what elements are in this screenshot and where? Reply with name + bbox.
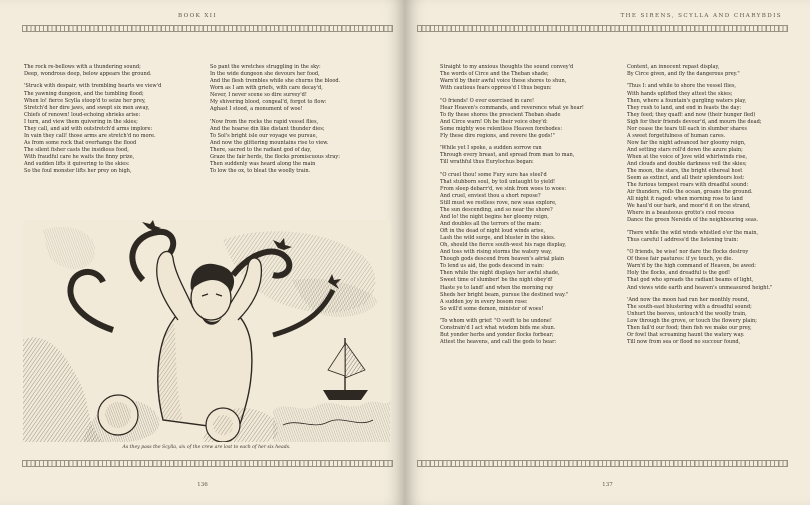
scylla-engraving (23, 220, 390, 442)
verse-line: A sweet forgetfulness of human cares. (627, 132, 726, 139)
verse-line: When lo! fierce Scylla stoop'd to seize her prey, (24, 97, 146, 104)
right-page (405, 0, 810, 505)
stanza (440, 318, 615, 346)
right-column-2 (627, 64, 799, 352)
verse-line: But yonder herbs and yonder flocks forbear; (440, 332, 554, 339)
left-page-header: BOOK XII (178, 13, 217, 19)
verse-line: They feed; they quaff: and now (their hunger fled) (627, 111, 756, 118)
verse-line: To low the ox, to bleat the woolly train. (210, 168, 311, 175)
verse-line: Then, where a fountain's gurgling waters play, (627, 97, 747, 104)
verse-line: Dance the green Nereids of the neighbouring seas. (627, 217, 759, 224)
verse-line: "O friends, be wise! nor dare the flocks destroy (627, 249, 749, 256)
verse-line: 'To whom with grief: "O swift to be undone! (440, 318, 552, 325)
verse-line: With cautious fears oppress'd I thus begun: (440, 85, 552, 92)
verse-line: 'Struck with despair, with trembling hearts we view'd (24, 83, 162, 90)
decorative-border-bottom (22, 460, 393, 467)
verse-line: With fraudful care he waits the finny prize, (24, 153, 135, 160)
verse-line: "O friends! O ever exercised in care! (440, 97, 535, 104)
verse-line: The sun descending, and so near the shore? (440, 207, 553, 214)
verse-line: I turn, and view them quivering in the skies; (24, 118, 138, 125)
verse-line: Content, an innocent repast display, (627, 64, 720, 70)
verse-line: Then fail'd our food; then fish we make our prey, (627, 325, 752, 332)
verse-line: Still must we restless rove, new seas explore, (440, 199, 557, 206)
verse-line: To lend us aid, the gods descend in vain: (440, 263, 544, 270)
verse-line: All night it raged: when morning rose to land (627, 196, 743, 203)
verse-line: Never, I never scene so dire survey'd! (210, 92, 307, 99)
stanza (627, 64, 799, 78)
verse-line: By Circe given, and fly the dangerous prey." (627, 71, 740, 78)
verse-line: Oh, should the fierce south-west his rage display, (440, 242, 566, 249)
stanza (440, 98, 615, 140)
verse-line: "O cruel thou! some Fury sure has steel'd (440, 171, 547, 178)
verse-line: To Sol's bright isle our voyage we pursue, (210, 132, 318, 139)
verse-line: Nor cease the tears till each in slumber shares (627, 125, 747, 132)
verse-line: Stretch'd her dire jaws, and swept six men away, (24, 104, 150, 111)
verse-line: Warn'd by their awful voice these shores to shun, (440, 78, 567, 85)
verse-line: And setting stars roll'd down the azure plain; (627, 146, 743, 153)
right-page-header: THE SIRENS, SCYLLA AND CHARYBDIS (620, 13, 782, 19)
verse-line: Aghast I stood, a monument of woe! (210, 106, 303, 113)
decorative-border-top (417, 25, 788, 32)
verse-line: Now far the night advanced her gloomy reign, (627, 139, 746, 146)
verse-line: Deep, wondrous deep, below appears the ground. (24, 71, 152, 78)
verse-line: Haste ye to land! and when the morning ray (440, 284, 554, 291)
verse-line: Till now from sea or flood no succour found, (627, 339, 741, 346)
verse-line: So the foul monster lifts her prey on high, (24, 168, 132, 175)
illustration-caption: As they pass the Scylla, six of the crew are lost to each of her six heads. (122, 445, 291, 450)
verse-line: A sudden joy in every bosom rose: (440, 298, 528, 305)
verse-line: Worn as I am with griefs, with care decay'd, (210, 85, 323, 92)
verse-line: Holy the flocks, and dreadful is the god! (627, 270, 730, 277)
verse-line: That god who spreads the radiant beams of light, (627, 277, 754, 284)
verse-line: 'While yet I spoke, a sudden sorrow ran (440, 145, 542, 152)
verse-line: Hear Heaven's commands, and reverence what ye hear! (440, 104, 584, 111)
verse-line: That stubborn soul, by toil untaught to yield! (440, 178, 556, 185)
verse-line: Thus careful I address'd the listening train: (627, 236, 739, 243)
verse-line: There, sacred to the radiant god of day, (210, 146, 312, 153)
right-page-number: 137 (602, 482, 613, 488)
decorative-border-top (22, 25, 393, 32)
verse-line: And now the glittering mountains rise to view. (210, 139, 329, 146)
verse-line: Unhurt the beeves, untouch'd the woolly train, (627, 311, 747, 318)
verse-line: The moon, the stars, the bright ethereal host (627, 168, 743, 175)
stanza (627, 230, 799, 244)
verse-line: Sweet time of slumber! be the night obey'd! (440, 277, 553, 284)
stanza (210, 119, 392, 175)
verse-line: And sudden lifts it quivering to the skies: (24, 161, 130, 167)
stanza (440, 64, 615, 92)
stanza (210, 64, 392, 113)
verse-line: Seem as extinct, and all their splendours lost: (627, 175, 745, 182)
verse-line: So pant the wretches struggling in the sky: (210, 64, 321, 70)
verse-line: 'Thus I: and while to shore the vessel flies, (627, 83, 737, 90)
verse-line: Chiefs of renown! loud-echoing shrieks arise: (24, 111, 141, 118)
verse-line: My shivering blood, congeal'd, forgot to flow: (210, 99, 327, 106)
stanza (627, 83, 799, 224)
verse-line: The silent fisher casts the insidious food, (24, 146, 129, 153)
verse-line: Straight to my anxious thoughts the sound convey'd (440, 64, 574, 70)
verse-line: And doubles all the terrors of the main: (440, 221, 542, 228)
verse-line: Of these fair pastures: if ye touch, ye die. (627, 256, 733, 263)
decorative-border-bottom (417, 460, 788, 467)
verse-line: Then while the night displays her awful shade, (440, 270, 560, 277)
verse-line: Though gods descend from heaven's aërial plain (440, 256, 564, 263)
stanza (627, 297, 799, 346)
verse-line: As from some rock that overhangs the flood (24, 139, 137, 146)
verse-line: And the flesh trembles while she churns the blood. (210, 78, 341, 85)
verse-line: In the wide dungeon she devours her food, (210, 71, 320, 78)
verse-line: Or fowl that screaming haunt the watery way. (627, 332, 745, 339)
verse-line: And the hoarse din like distant thunder dies; (210, 125, 325, 132)
verse-line: Then suddenly was heard along the main (210, 161, 316, 167)
verse-line: 'There while the wild winds whistled o'er the main, (627, 229, 759, 236)
stanza (24, 64, 202, 78)
stanza (627, 249, 799, 291)
verse-line: Lash the wild surge, and bluster in the skies. (440, 235, 556, 242)
verse-line: They rush to land, and end in feasts the day: (627, 104, 742, 111)
verse-line: We haul'd our bark, and moor'd it on the strand, (627, 203, 751, 210)
left-column-1 (24, 64, 202, 180)
verse-line: Till wrathful thus Eurylochus began: (440, 159, 534, 166)
stanza (24, 83, 202, 175)
verse-line: In vain they call! those arms are stretch'd no more. (24, 132, 156, 139)
verse-line: From sleep debarr'd, we sink from woes to woes: (440, 185, 567, 192)
left-page-number: 136 (197, 482, 208, 488)
verse-line: Low through the grove, or touch the flowery plain; (627, 318, 757, 325)
verse-line: So will'd some demon, minister of woes! (440, 305, 544, 312)
verse-line: Graze the fair herds, the flocks promiscuous stray: (210, 153, 340, 160)
verse-line: Constrain'd I act what wisdom bids me shun. (440, 325, 556, 332)
verse-line: With hands uplifted they attest the skies; (627, 90, 733, 97)
verse-line: And lo! the night begins her gloomy reign, (440, 214, 549, 221)
verse-line: Air thunders, rolls the ocean, groans the ground. (627, 189, 753, 196)
verse-line: Sigh for their friends devour'd, and mourn the dead; (627, 118, 762, 125)
verse-line: The rock re-bellows with a thundering sound; (24, 64, 141, 70)
verse-line: And cruel, enviest thou a short repose? (440, 192, 541, 199)
scylla-illustration (23, 220, 390, 442)
verse-line: 'Now from the rocks the rapid vessel flies, (210, 118, 319, 125)
verse-line: Warn'd by the high command of Heaven, be awed: (627, 263, 756, 270)
verse-line: To fly these shores the prescient Theban shade (440, 111, 561, 118)
verse-line: And Circe warn! Oh be their voice obey'd: (440, 118, 548, 125)
verse-line: The south-east blustering with a dreadful sound; (627, 304, 752, 311)
verse-line: They call, and aid with outstretch'd arms implore: (24, 125, 153, 132)
verse-line: Attest the heavens, and call the gods to hear: (440, 339, 557, 346)
stanza (440, 145, 615, 166)
stanza (440, 172, 615, 313)
verse-line: The words of Circe and the Theban shade; (440, 71, 549, 78)
verse-line: When at the voice of Jove wild whirlwinds rise, (627, 153, 748, 160)
verse-line: Oft in the dead of night loud winds arise, (440, 228, 546, 235)
verse-line: Through every breast, and spread from man to man, (440, 152, 575, 159)
verse-line: Where in a beauteous grotto's cool recess (627, 210, 735, 217)
right-column-1 (440, 64, 615, 352)
left-column-2 (210, 64, 392, 180)
verse-line: And views wide earth and heaven's unmeasured height." (627, 284, 773, 291)
verse-line: And clouds and double darkness veil the skies; (627, 161, 747, 167)
verse-line: Fly these dire regions, and revere the gods!" (440, 132, 555, 139)
verse-line: 'And now the moon had run her monthly round, (627, 296, 749, 303)
verse-line: Some mighty woe relentless Heaven forebodes: (440, 125, 563, 132)
verse-line: Sheds her bright beam, pursue the destined way." (440, 291, 569, 298)
verse-line: The furious tempest roars with dreadful sound: (627, 182, 749, 189)
verse-line: And toss with rising storms the watery way, (440, 249, 552, 256)
verse-line: The yawning dungeon, and the tumbling flood; (24, 90, 144, 97)
